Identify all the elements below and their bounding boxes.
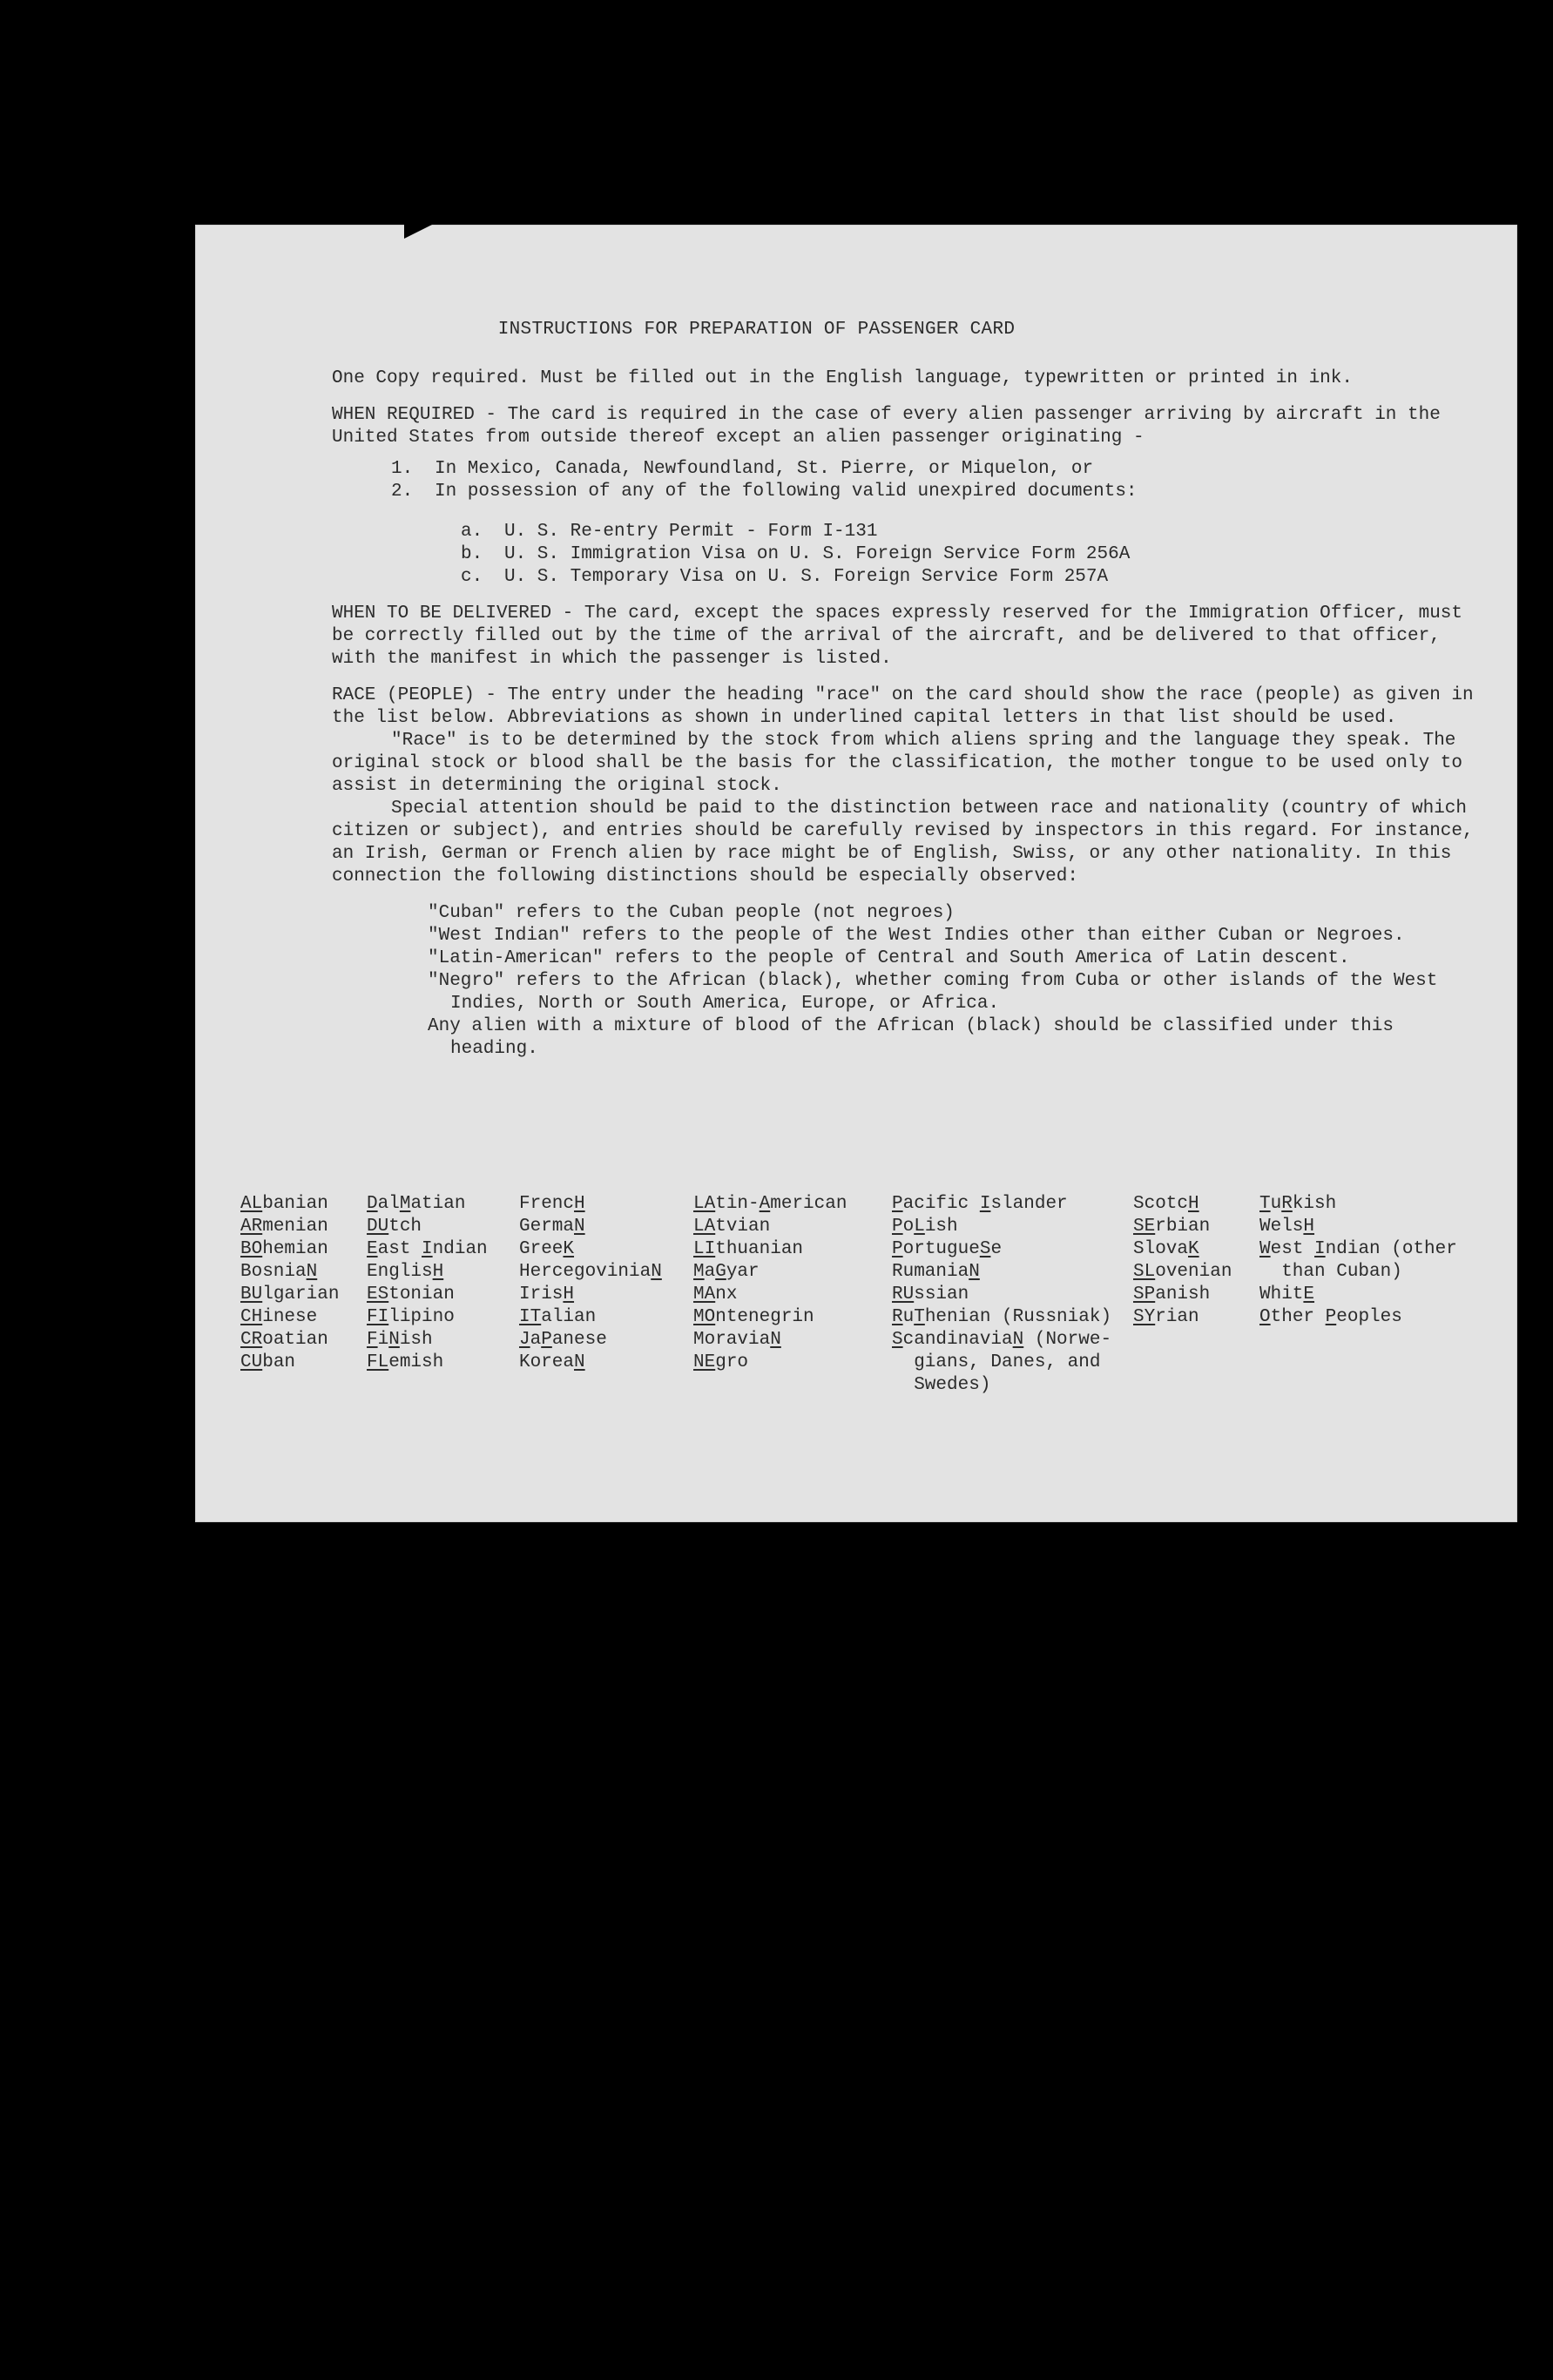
race-entry: PoLish bbox=[892, 1217, 958, 1237]
distinction-item: Any alien with a mixture of blood of the African (black) should be classified under this heading. bbox=[428, 1016, 1394, 1059]
distinctions-list bbox=[428, 902, 1490, 1061]
page-notch bbox=[404, 225, 432, 239]
race-entry: SYrian bbox=[1133, 1307, 1199, 1327]
race-column-6 bbox=[1133, 1193, 1232, 1329]
race-entry: DUtch bbox=[367, 1217, 422, 1237]
race-entry: ITalian bbox=[519, 1307, 597, 1327]
para-copy: One Copy required. Must be filled out in the English language, typewritten or printed in ink. bbox=[332, 368, 1353, 388]
race-entry: MoraviaN bbox=[693, 1330, 781, 1350]
race-entry: KoreaN bbox=[519, 1352, 585, 1372]
race-entry: Swedes) bbox=[892, 1375, 991, 1395]
para-race: RACE (PEOPLE) - The entry under the heading "race" on the card should show the race (people) as given in the list below. Abbreviations as shown in underlined capital letters in that list should be used. bbox=[332, 685, 1474, 728]
race-entry: MAnx bbox=[693, 1284, 738, 1305]
race-entry: EStonian bbox=[367, 1284, 455, 1305]
race-entry: SPanish bbox=[1133, 1284, 1211, 1305]
race-entry: LAtin-American bbox=[693, 1194, 847, 1214]
race-column-7 bbox=[1259, 1193, 1457, 1329]
lettered-list bbox=[461, 521, 1490, 589]
list-item: c. U. S. Temporary Visa on U. S. Foreign Service Form 257A bbox=[461, 567, 1109, 587]
race-column-2 bbox=[367, 1193, 488, 1374]
race-entry: RUssian bbox=[892, 1284, 969, 1305]
race-entry: CUban bbox=[240, 1352, 296, 1372]
numbered-list bbox=[391, 458, 1490, 503]
race-entry: GermaN bbox=[519, 1217, 585, 1237]
distinction-item: "West Indian" refers to the people of the West Indies other than either Cuban or Negroes. bbox=[428, 926, 1405, 946]
race-entry: LIthuanian bbox=[693, 1239, 804, 1259]
race-entry: gians, Danes, and bbox=[892, 1352, 1101, 1372]
para-when-delivered: WHEN TO BE DELIVERED - The card, except the spaces expressly reserved for the Immigration Officer, must be correctly filled out by the time of the arrival of the aircraft, and be delivered to that officer, with the manifest in which the passenger is listed. bbox=[332, 603, 1463, 669]
race-entry: SErbian bbox=[1133, 1217, 1211, 1237]
list-item: a. U. S. Re-entry Permit - Form I-131 bbox=[461, 522, 878, 542]
race-entry: LAtvian bbox=[693, 1217, 771, 1237]
race-entry: ScotcH bbox=[1133, 1194, 1199, 1214]
list-item: 2. In possession of any of the following valid unexpired documents: bbox=[391, 482, 1138, 502]
instructions-body bbox=[332, 319, 1490, 1099]
race-entry: BOhemian bbox=[240, 1239, 328, 1259]
race-entry: ALbanian bbox=[240, 1194, 328, 1214]
race-entry: RuThenian (Russniak) bbox=[892, 1307, 1112, 1327]
race-entry: Pacific Islander bbox=[892, 1194, 1068, 1214]
race-entry: MOntenegrin bbox=[693, 1307, 814, 1327]
race-entry: BosniaN bbox=[240, 1262, 318, 1282]
race-entry: JaPanese bbox=[519, 1330, 607, 1350]
race-entry: DalMatian bbox=[367, 1194, 466, 1214]
race-entry: CHinese bbox=[240, 1307, 318, 1327]
race-entry: WelsH bbox=[1259, 1217, 1315, 1237]
race-entry: West Indian (other bbox=[1259, 1239, 1457, 1259]
race-entry: TuRkish bbox=[1259, 1194, 1337, 1214]
race-entry: MaGyar bbox=[693, 1262, 760, 1282]
race-column-3 bbox=[519, 1193, 662, 1374]
race-entry: ScandinaviaN (Norwe- bbox=[892, 1330, 1112, 1350]
page-title: INSTRUCTIONS FOR PREPARATION OF PASSENGER CARD bbox=[497, 320, 1016, 340]
race-column-4 bbox=[693, 1193, 847, 1374]
race-entry: IrisH bbox=[519, 1284, 575, 1305]
race-entry: FrencH bbox=[519, 1194, 585, 1214]
race-entry: NEgro bbox=[693, 1352, 749, 1372]
list-item: 1. In Mexico, Canada, Newfoundland, St. Pierre, or Miquelon, or bbox=[391, 459, 1094, 479]
race-entry: FLemish bbox=[367, 1352, 444, 1372]
race-entry: than Cuban) bbox=[1259, 1262, 1402, 1282]
race-column-1 bbox=[240, 1193, 339, 1374]
distinction-item: "Negro" refers to the African (black), whether coming from Cuba or other islands of the West Indies, North or South America, Europe, or Africa. bbox=[428, 971, 1438, 1014]
distinction-item: "Latin-American" refers to the people of Central and South America of Latin descent. bbox=[428, 948, 1350, 968]
race-entry: GreeK bbox=[519, 1239, 575, 1259]
race-entry: SLovenian bbox=[1133, 1262, 1232, 1282]
race-entry: East Indian bbox=[367, 1239, 488, 1259]
race-entry: FiNish bbox=[367, 1330, 433, 1350]
document-page bbox=[195, 225, 1517, 1522]
race-entry: CRoatian bbox=[240, 1330, 328, 1350]
race-entry: PortugueSe bbox=[892, 1239, 1003, 1259]
race-entry: WhitE bbox=[1259, 1284, 1315, 1305]
race-entry: ARmenian bbox=[240, 1217, 328, 1237]
para-race-definition: "Race" is to be determined by the stock from which aliens spring and the language they speak. The original stock or blood shall be the basis for the classification, the mother tongue to be used only to assist in determining the original stock. bbox=[332, 731, 1463, 796]
list-item: b. U. S. Immigration Visa on U. S. Foreign Service Form 256A bbox=[461, 544, 1131, 564]
distinction-item: "Cuban" refers to the Cuban people (not negroes) bbox=[428, 903, 955, 923]
race-entry: FIlipino bbox=[367, 1307, 455, 1327]
race-entry: HercegoviniaN bbox=[519, 1262, 662, 1282]
para-when-required: WHEN REQUIRED - The card is required in the case of every alien passenger arriving by aircraft in the United States from outside thereof except an alien passenger originating - bbox=[332, 405, 1441, 448]
race-entry: SlovaK bbox=[1133, 1239, 1199, 1259]
race-column-5 bbox=[892, 1193, 1111, 1397]
race-entry: RumaniaN bbox=[892, 1262, 980, 1282]
race-entry: Other Peoples bbox=[1259, 1307, 1402, 1327]
race-entry: EnglisH bbox=[367, 1262, 444, 1282]
para-special-attention: Special attention should be paid to the distinction between race and nationality (country of which citizen or subject), and entries should be carefully revised by inspectors in this regard. For instance, an Irish, German or French alien by race might be of English, Swiss, or any other nationality. In this connection the following distinctions should be especially observed: bbox=[332, 799, 1474, 887]
race-entry: BUlgarian bbox=[240, 1284, 340, 1305]
